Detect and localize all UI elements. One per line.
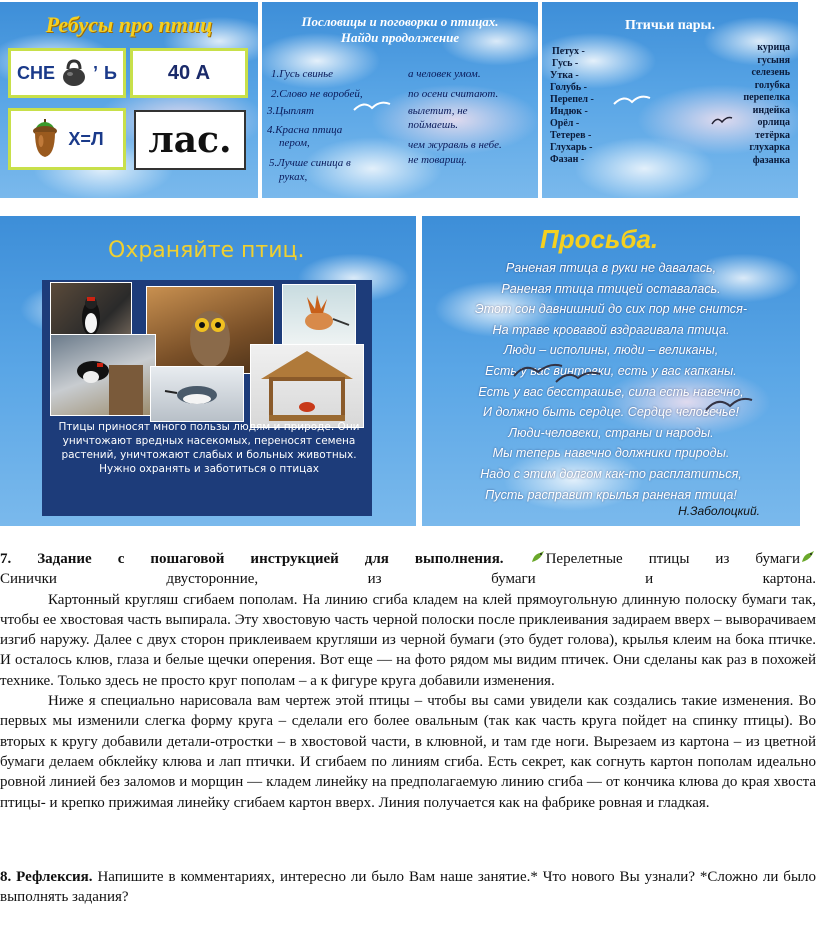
slide-title: Ребусы про птиц [45,12,213,37]
proverb-right: чем журавль в небе. [408,139,502,151]
poem-line: Есть у вас винтовки, есть у вас капканы. [485,363,737,378]
hoopoe-photo [282,284,356,348]
birdhouse-feeder-photo [250,344,364,428]
task8-heading: 8. Рефлексия. [0,869,93,885]
slide-title: Охраняйте птиц. [108,238,305,263]
pair-male: Перепел - [550,94,594,105]
nuthatch-photo [150,366,244,422]
task7-section [0,549,816,813]
poem-line: Раненая птица в руки не давалась, [505,261,717,275]
proverb-left: 5.Лучше синица в [269,157,351,169]
task7-heading-tail: Перелетные птицы из бумаги [545,551,800,567]
rebus-letters: Х=Л [68,128,104,149]
poem-line: Раненая птица птицей оставалась. [501,281,721,296]
poem-line: Люди-человеки, страны и народы. [508,425,714,440]
pair-male: Индюк - [550,106,588,117]
proverb-left: 2.Слово не воробей, [271,88,363,100]
pair-male: Петух - [552,46,585,57]
pair-female: индейка [752,104,790,116]
proverb-right: а человек умом. [408,68,481,80]
pair-female: тетёрка [755,129,790,141]
title-line: Найди продолжение [340,30,460,45]
poem-line: Мы теперь навечно должники природы. [492,446,730,461]
rebus-box-kettle [8,48,126,98]
pair-male: Фазан - [550,154,585,165]
proverb-left: руках, [279,171,308,183]
proverb-left: 1.Гусь свинье [271,68,334,80]
flying-bird-icon [612,92,652,110]
slide-title: Просьба. [540,224,659,254]
task7-heading: 7. Задание с пошаговой инструкцией для выполнения. [0,551,504,567]
slide-request-poem [422,216,800,526]
task7-paragraph: Картонный кругляш сгибаем пополам. На линию сгиба кладем на клей прямоугольную длинную полоску бумаги так, чтобы ее хвостовая часть выпирала. Эту хвостовую часть черной полоски после приклеивания задираем вверх – выворачиваем изгиб наружу. Далее с двух сторон приклеиваем кругляши из черной бумаги (это будет голова), крылья клеим на бока птичке. И осталось клюв, глаза и белые щечки оперения. Вот еще — на фото рядом мы видим птичек. Они сделаны как раз в похожей технике. Только здесь не просто круг пополам – а к фигуре круга добавили изменения. [0,591,816,689]
task8-section [0,867,816,908]
pair-male: Глухарь - [550,142,593,153]
poem-line: Пусть расправит крылья раненая птица! [485,487,737,502]
proverb-right: не товарищ. [408,154,467,166]
pair-male: Гусь - [552,58,579,69]
proverb-right: вылетит, не [408,105,468,117]
flying-bird-icon [704,392,754,416]
rebus-letters: СНЕ [17,62,56,83]
slide-protect-birds [0,216,416,526]
rebus-box-las: лас. [134,110,246,170]
pair-female: глухарка [749,142,790,153]
acorn-icon [30,119,60,159]
slide-title: Птичьи пары. [625,18,715,33]
proverb-right: по осени считают. [408,88,499,100]
slide-title [262,14,538,46]
pair-female: перепелка [743,92,790,103]
pair-female: селезень [751,67,790,78]
pair-male: Орёл - [550,118,580,129]
poem-line: И должно быть сердце. Сердце человечье! [482,405,740,420]
poem-line: Этот сон давнишний до сих пор мне снится- [474,302,748,317]
proverb-left: 3.Цыплят [267,105,314,117]
poem-author: Н.Заболоцкий. [678,504,760,518]
parrot-icon [800,550,816,564]
slide-caption: Птицы приносят много пользы людям и природе. Они уничтожают вредных насекомых, переносят семена растений, уничтожают слабых и больных животных. Нужно охранять и заботиться о птицах [58,421,360,475]
pair-female: курица [757,42,790,53]
poem-line: Люди – исполины, люди – великаны, [503,343,719,358]
pair-male: Тетерев - [550,130,592,141]
task7-paragraph: Ниже я специально нарисовала вам чертеж этой птицы – чтобы вы сами увидели как создались такие изменения. Во первых мы изменили слегка форму круга – сделали его более овальным (так как часть круга пойдет на спинку птицы). Во вторых к кругу добавили детали-отростки – в хвостовой части, в клювной, и там где ноги. Вырезаем из картона – из цветной бумаги делаем обклейку клюва и лап птички. И сгибаем по линиям сгиба. Есть секрет, как согнуть картон пополам идеально ровной линией без заломов и морщин — кладем линейку на предполагаемую линию сгиба — от кончика клюва до края хвоста птицы- и крепко прижимая линейку сгибаем картон вверх. Линия получается как на фабрике ровная и гладкая. [0,693,816,811]
flying-birds-icon [512,356,602,386]
rebus-letters: Ь [104,62,117,83]
slide-bird-rebus [0,2,258,198]
pair-female: фазанка [752,154,790,166]
pair-female: орлица [757,117,790,128]
poem-line: На траве кровавой вздрагивала птица. [492,322,730,337]
kettlebell-icon [61,59,87,87]
proverb-left: 4.Красна птица [267,124,343,136]
pair-male: Утка - [550,70,579,81]
flying-bird-icon [352,98,392,116]
pair-female: голубка [754,79,790,91]
woodpecker-stump-photo [50,334,156,416]
pair-male: Голубь - [550,82,587,93]
task7-heading-line [0,549,816,569]
rebus-box-forty: 40 А [130,48,248,98]
slide-bird-pairs [542,2,798,198]
rebus-box-acorn [8,108,126,170]
title-line: Пословицы и поговорки о птицах. [301,14,499,29]
poem-line: Надо с этим долгом как-то расплатиться, [480,466,742,481]
flying-bird-icon [710,114,734,128]
rebus-mark: ’ [93,62,99,83]
task8-text: Напишите в комментариях, интересно ли было Вам наше занятие.* Что нового Вы узнали? *Сложно ли было выполнять задания? [0,869,816,906]
poem-line: Есть у вас бесстрашье, сила есть навечно, [478,384,744,399]
task7-subheading: Синички двусторонние, из бумаги и картона. [0,571,816,588]
pair-female: гусыня [757,54,790,66]
parrot-icon [530,550,546,564]
proverb-left: пером, [279,137,310,149]
slide-bird-proverbs [262,2,538,198]
poem-text [422,258,800,505]
proverb-right: поймаешь. [408,119,458,131]
